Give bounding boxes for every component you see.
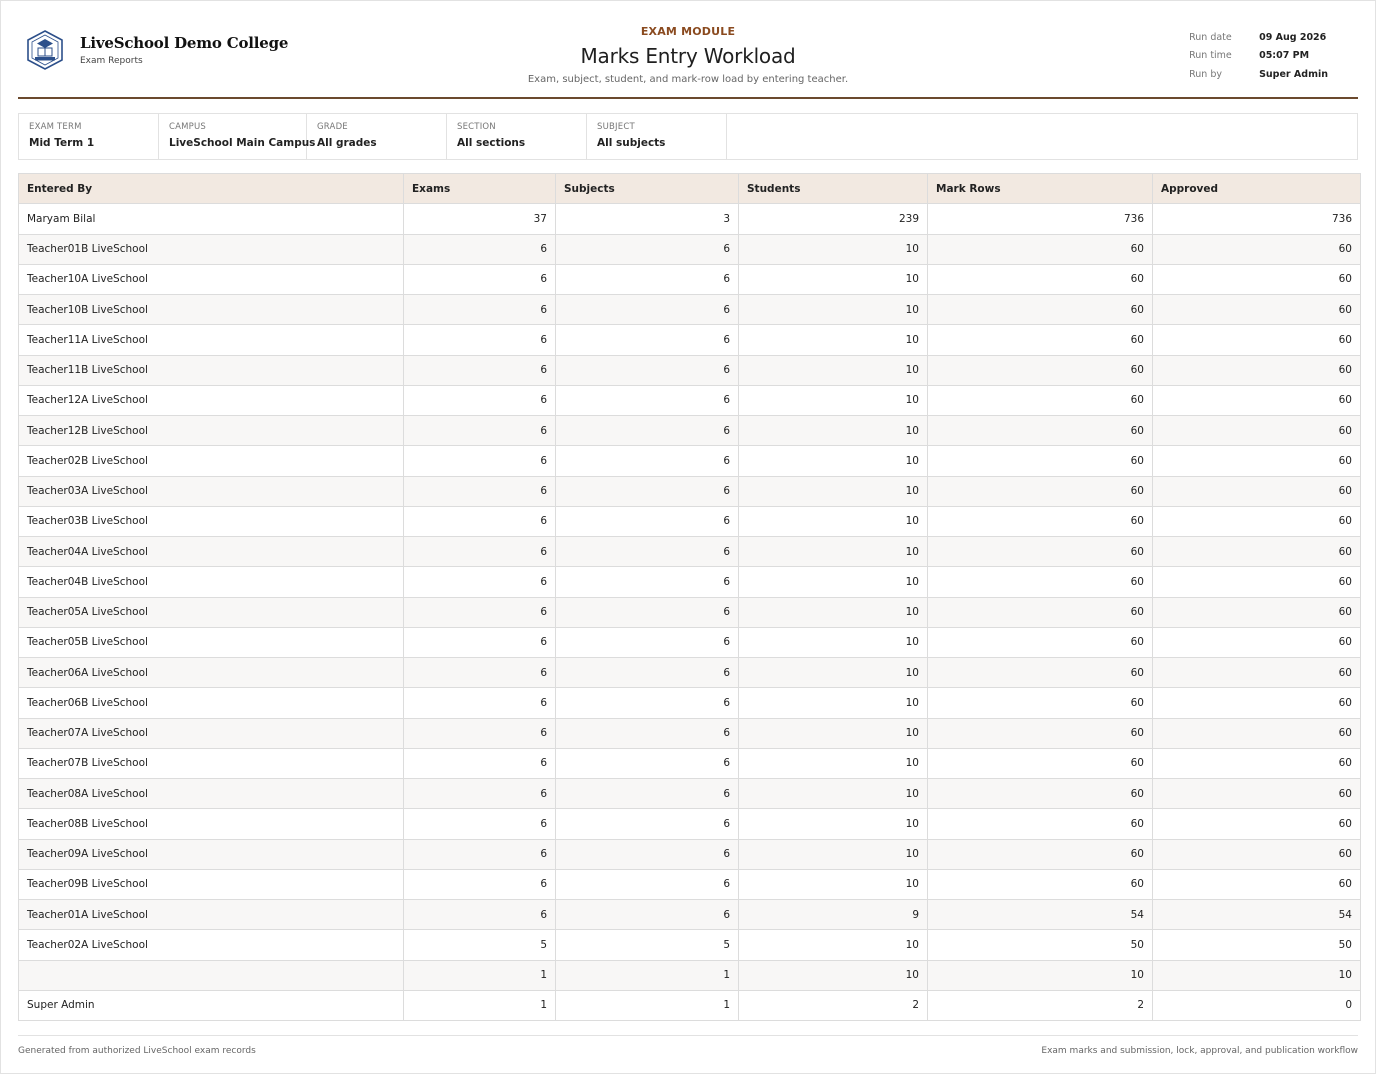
- cell-entered-by: Teacher11B LiveSchool: [19, 355, 404, 385]
- cell-subjects: 6: [556, 597, 739, 627]
- cell-students: 10: [739, 295, 928, 325]
- cell-mark-rows: 60: [928, 416, 1153, 446]
- cell-entered-by: Teacher07A LiveSchool: [19, 718, 404, 748]
- table-row: [19, 658, 1361, 688]
- run-info: [1189, 28, 1328, 84]
- cell-exams: 6: [404, 779, 556, 809]
- cell-subjects: 6: [556, 869, 739, 899]
- cell-students: 10: [739, 476, 928, 506]
- cell-mark-rows: 60: [928, 385, 1153, 415]
- cell-exams: 6: [404, 567, 556, 597]
- cell-mark-rows: 60: [928, 748, 1153, 778]
- cell-students: 10: [739, 355, 928, 385]
- cell-mark-rows: 736: [928, 204, 1153, 234]
- filter-campus: [159, 114, 316, 159]
- cell-mark-rows: 60: [928, 325, 1153, 355]
- cell-approved: 60: [1153, 779, 1361, 809]
- cell-students: 10: [739, 839, 928, 869]
- run-by-row: [1189, 65, 1328, 84]
- column-header-approved: Approved: [1153, 174, 1361, 204]
- cell-approved: 60: [1153, 869, 1361, 899]
- column-header-entered-by: Entered By: [19, 174, 404, 204]
- cell-exams: 6: [404, 385, 556, 415]
- cell-entered-by: Teacher02B LiveSchool: [19, 446, 404, 476]
- cell-entered-by: Teacher07B LiveSchool: [19, 748, 404, 778]
- column-header-students: Students: [739, 174, 928, 204]
- cell-exams: 6: [404, 446, 556, 476]
- cell-mark-rows: 60: [928, 809, 1153, 839]
- cell-mark-rows: 60: [928, 869, 1153, 899]
- cell-entered-by: Teacher10B LiveSchool: [19, 295, 404, 325]
- table-row: [19, 204, 1361, 234]
- cell-mark-rows: 50: [928, 930, 1153, 960]
- college-name: LiveSchool Demo College: [80, 34, 289, 52]
- cell-approved: 60: [1153, 809, 1361, 839]
- table-row: [19, 355, 1361, 385]
- table-row: [19, 748, 1361, 778]
- cell-approved: 60: [1153, 718, 1361, 748]
- cell-exams: 6: [404, 264, 556, 294]
- module-label: EXAM MODULE: [640, 25, 736, 38]
- cell-mark-rows: 10: [928, 960, 1153, 990]
- filter-section: [447, 114, 587, 159]
- run-by-label: Run by: [1189, 68, 1222, 80]
- table-row: [19, 627, 1361, 657]
- table-row: [19, 718, 1361, 748]
- cell-approved: 60: [1153, 355, 1361, 385]
- cell-mark-rows: 60: [928, 567, 1153, 597]
- cell-entered-by: Teacher11A LiveSchool: [19, 325, 404, 355]
- cell-exams: 6: [404, 900, 556, 930]
- cell-mark-rows: 60: [928, 476, 1153, 506]
- filter-label: SECTION: [457, 122, 496, 132]
- cell-students: 10: [739, 446, 928, 476]
- cell-approved: 60: [1153, 325, 1361, 355]
- cell-subjects: 6: [556, 839, 739, 869]
- cell-students: 10: [739, 658, 928, 688]
- cell-approved: 60: [1153, 416, 1361, 446]
- cell-mark-rows: 60: [928, 597, 1153, 627]
- table-row: [19, 234, 1361, 264]
- cell-subjects: 6: [556, 567, 739, 597]
- table-row: [19, 416, 1361, 446]
- cell-exams: 6: [404, 295, 556, 325]
- workload-table: [18, 173, 1361, 1021]
- cell-students: 239: [739, 204, 928, 234]
- filter-value: All sections: [457, 137, 526, 149]
- cell-subjects: 6: [556, 506, 739, 536]
- cell-exams: 37: [404, 204, 556, 234]
- cell-mark-rows: 60: [928, 627, 1153, 657]
- cell-approved: 60: [1153, 627, 1361, 657]
- table-row: [19, 960, 1361, 990]
- table-row: [19, 839, 1361, 869]
- cell-approved: 60: [1153, 688, 1361, 718]
- cell-students: 10: [739, 930, 928, 960]
- filter-subject: [587, 114, 727, 159]
- cell-students: 10: [739, 264, 928, 294]
- table-row: [19, 506, 1361, 536]
- table-row: [19, 325, 1361, 355]
- report-header: [18, 1, 1358, 99]
- cell-exams: 5: [404, 930, 556, 960]
- cell-subjects: 6: [556, 264, 739, 294]
- cell-subjects: 6: [556, 779, 739, 809]
- cell-approved: 10: [1153, 960, 1361, 990]
- table-header-row: [19, 174, 1361, 204]
- filter-exam-term: [19, 114, 159, 159]
- run-time-value: 05:07 PM: [1259, 50, 1310, 62]
- table-row: [19, 900, 1361, 930]
- cell-mark-rows: 60: [928, 658, 1153, 688]
- cell-approved: 736: [1153, 204, 1361, 234]
- cell-students: 10: [739, 869, 928, 899]
- cell-exams: 6: [404, 597, 556, 627]
- cell-approved: 60: [1153, 748, 1361, 778]
- cell-approved: 50: [1153, 930, 1361, 960]
- footer-workflow-note: Exam marks and submission, lock, approval, and publication workflow: [1041, 1046, 1358, 1056]
- cell-entered-by: Super Admin: [19, 990, 404, 1020]
- cell-students: 10: [739, 748, 928, 778]
- table-row: [19, 476, 1361, 506]
- table-row: [19, 385, 1361, 415]
- page-title: Marks Entry Workload: [580, 44, 796, 68]
- cell-students: 10: [739, 627, 928, 657]
- cell-subjects: 6: [556, 809, 739, 839]
- cell-mark-rows: 60: [928, 264, 1153, 294]
- cell-approved: 60: [1153, 567, 1361, 597]
- cell-students: 10: [739, 779, 928, 809]
- table-row: [19, 295, 1361, 325]
- cell-mark-rows: 60: [928, 446, 1153, 476]
- table-row: [19, 779, 1361, 809]
- cell-entered-by: Teacher03B LiveSchool: [19, 506, 404, 536]
- cell-students: 10: [739, 416, 928, 446]
- column-header-subjects: Subjects: [556, 174, 739, 204]
- cell-subjects: 6: [556, 476, 739, 506]
- cell-mark-rows: 60: [928, 355, 1153, 385]
- filter-label: CAMPUS: [169, 122, 207, 132]
- cell-mark-rows: 60: [928, 506, 1153, 536]
- cell-exams: 6: [404, 688, 556, 718]
- cell-subjects: 6: [556, 355, 739, 385]
- filter-label: EXAM TERM: [29, 122, 82, 132]
- run-date-label: Run date: [1189, 31, 1232, 43]
- cell-mark-rows: 60: [928, 234, 1153, 264]
- cell-entered-by: Teacher01B LiveSchool: [19, 234, 404, 264]
- column-header-exams: Exams: [404, 174, 556, 204]
- cell-subjects: 1: [556, 990, 739, 1020]
- cell-entered-by: Teacher09A LiveSchool: [19, 839, 404, 869]
- cell-exams: 6: [404, 325, 556, 355]
- report-footer: [18, 1035, 1358, 1065]
- cell-subjects: 6: [556, 295, 739, 325]
- cell-approved: 60: [1153, 537, 1361, 567]
- cell-approved: 60: [1153, 446, 1361, 476]
- cell-subjects: 6: [556, 748, 739, 778]
- cell-students: 10: [739, 537, 928, 567]
- table-row: [19, 990, 1361, 1020]
- cell-entered-by: Teacher06B LiveSchool: [19, 688, 404, 718]
- filter-bar: [18, 113, 1358, 160]
- table-row: [19, 567, 1361, 597]
- cell-exams: 6: [404, 869, 556, 899]
- cell-entered-by: Teacher05A LiveSchool: [19, 597, 404, 627]
- cell-entered-by: Teacher01A LiveSchool: [19, 900, 404, 930]
- table-row: [19, 537, 1361, 567]
- cell-approved: 60: [1153, 839, 1361, 869]
- cell-students: 10: [739, 809, 928, 839]
- table-row: [19, 869, 1361, 899]
- cell-entered-by: Teacher02A LiveSchool: [19, 930, 404, 960]
- filter-value: LiveSchool Main Campus: [169, 137, 316, 149]
- report-title-block: [18, 25, 1358, 85]
- cell-entered-by: Teacher08B LiveSchool: [19, 809, 404, 839]
- cell-subjects: 6: [556, 900, 739, 930]
- cell-subjects: 6: [556, 446, 739, 476]
- cell-exams: 6: [404, 627, 556, 657]
- cell-mark-rows: 60: [928, 779, 1153, 809]
- run-by-value: Super Admin: [1259, 68, 1328, 80]
- cell-entered-by: Maryam Bilal: [19, 204, 404, 234]
- cell-exams: 6: [404, 748, 556, 778]
- filter-grade: [307, 114, 447, 159]
- cell-exams: 6: [404, 718, 556, 748]
- cell-exams: 6: [404, 506, 556, 536]
- cell-approved: 60: [1153, 597, 1361, 627]
- filter-value: Mid Term 1: [29, 137, 95, 149]
- table-row: [19, 446, 1361, 476]
- cell-subjects: 6: [556, 325, 739, 355]
- table-row: [19, 930, 1361, 960]
- cell-exams: 6: [404, 809, 556, 839]
- cell-mark-rows: 60: [928, 537, 1153, 567]
- run-time-row: [1189, 47, 1328, 66]
- cell-exams: 1: [404, 990, 556, 1020]
- cell-approved: 54: [1153, 900, 1361, 930]
- cell-subjects: 6: [556, 688, 739, 718]
- cell-students: 10: [739, 325, 928, 355]
- cell-entered-by: Teacher06A LiveSchool: [19, 658, 404, 688]
- cell-entered-by: Teacher04B LiveSchool: [19, 567, 404, 597]
- filter-label: SUBJECT: [597, 122, 635, 132]
- cell-entered-by: Teacher10A LiveSchool: [19, 264, 404, 294]
- run-date-value: 09 Aug 2026: [1259, 31, 1327, 43]
- cell-subjects: 6: [556, 627, 739, 657]
- table-body: [19, 204, 1361, 1021]
- cell-exams: 6: [404, 355, 556, 385]
- cell-subjects: 6: [556, 416, 739, 446]
- cell-entered-by: Teacher03A LiveSchool: [19, 476, 404, 506]
- footer-source-note: Generated from authorized LiveSchool exam records: [18, 1046, 256, 1056]
- table-row: [19, 264, 1361, 294]
- cell-subjects: 3: [556, 204, 739, 234]
- cell-entered-by: Teacher12B LiveSchool: [19, 416, 404, 446]
- cell-students: 10: [739, 718, 928, 748]
- cell-entered-by: Teacher12A LiveSchool: [19, 385, 404, 415]
- cell-mark-rows: 60: [928, 295, 1153, 325]
- cell-approved: 60: [1153, 264, 1361, 294]
- cell-mark-rows: 2: [928, 990, 1153, 1020]
- cell-students: 10: [739, 688, 928, 718]
- cell-students: 10: [739, 960, 928, 990]
- cell-entered-by: Teacher05B LiveSchool: [19, 627, 404, 657]
- cell-entered-by: Teacher09B LiveSchool: [19, 869, 404, 899]
- cell-mark-rows: 54: [928, 900, 1153, 930]
- table-row: [19, 809, 1361, 839]
- cell-exams: 6: [404, 416, 556, 446]
- cell-subjects: 6: [556, 718, 739, 748]
- run-time-label: Run time: [1189, 50, 1232, 62]
- table-row: [19, 688, 1361, 718]
- cell-approved: 60: [1153, 385, 1361, 415]
- cell-mark-rows: 60: [928, 839, 1153, 869]
- cell-mark-rows: 60: [928, 688, 1153, 718]
- cell-subjects: 6: [556, 385, 739, 415]
- cell-exams: 6: [404, 476, 556, 506]
- filter-value: All subjects: [597, 137, 666, 149]
- cell-students: 10: [739, 597, 928, 627]
- column-header-mark-rows: Mark Rows: [928, 174, 1153, 204]
- cell-exams: 1: [404, 960, 556, 990]
- cell-subjects: 6: [556, 537, 739, 567]
- cell-approved: 60: [1153, 658, 1361, 688]
- table-row: [19, 597, 1361, 627]
- cell-approved: 60: [1153, 476, 1361, 506]
- cell-approved: 60: [1153, 234, 1361, 264]
- cell-subjects: 5: [556, 930, 739, 960]
- cell-exams: 6: [404, 839, 556, 869]
- run-date-row: [1189, 28, 1328, 47]
- brand-subtitle: Exam Reports: [80, 56, 143, 66]
- cell-students: 10: [739, 567, 928, 597]
- cell-approved: 0: [1153, 990, 1361, 1020]
- cell-exams: 6: [404, 658, 556, 688]
- cell-students: 9: [739, 900, 928, 930]
- cell-subjects: 1: [556, 960, 739, 990]
- cell-entered-by: [19, 960, 404, 990]
- cell-approved: 60: [1153, 295, 1361, 325]
- cell-students: 10: [739, 234, 928, 264]
- cell-subjects: 6: [556, 658, 739, 688]
- cell-students: 2: [739, 990, 928, 1020]
- cell-exams: 6: [404, 537, 556, 567]
- cell-entered-by: Teacher04A LiveSchool: [19, 537, 404, 567]
- cell-exams: 6: [404, 234, 556, 264]
- cell-approved: 60: [1153, 506, 1361, 536]
- filter-value: All grades: [317, 137, 377, 149]
- cell-students: 10: [739, 385, 928, 415]
- cell-subjects: 6: [556, 234, 739, 264]
- cell-entered-by: Teacher08A LiveSchool: [19, 779, 404, 809]
- page-subtitle: Exam, subject, student, and mark-row load by entering teacher.: [527, 74, 849, 85]
- cell-students: 10: [739, 506, 928, 536]
- cell-mark-rows: 60: [928, 718, 1153, 748]
- filter-label: GRADE: [317, 122, 348, 132]
